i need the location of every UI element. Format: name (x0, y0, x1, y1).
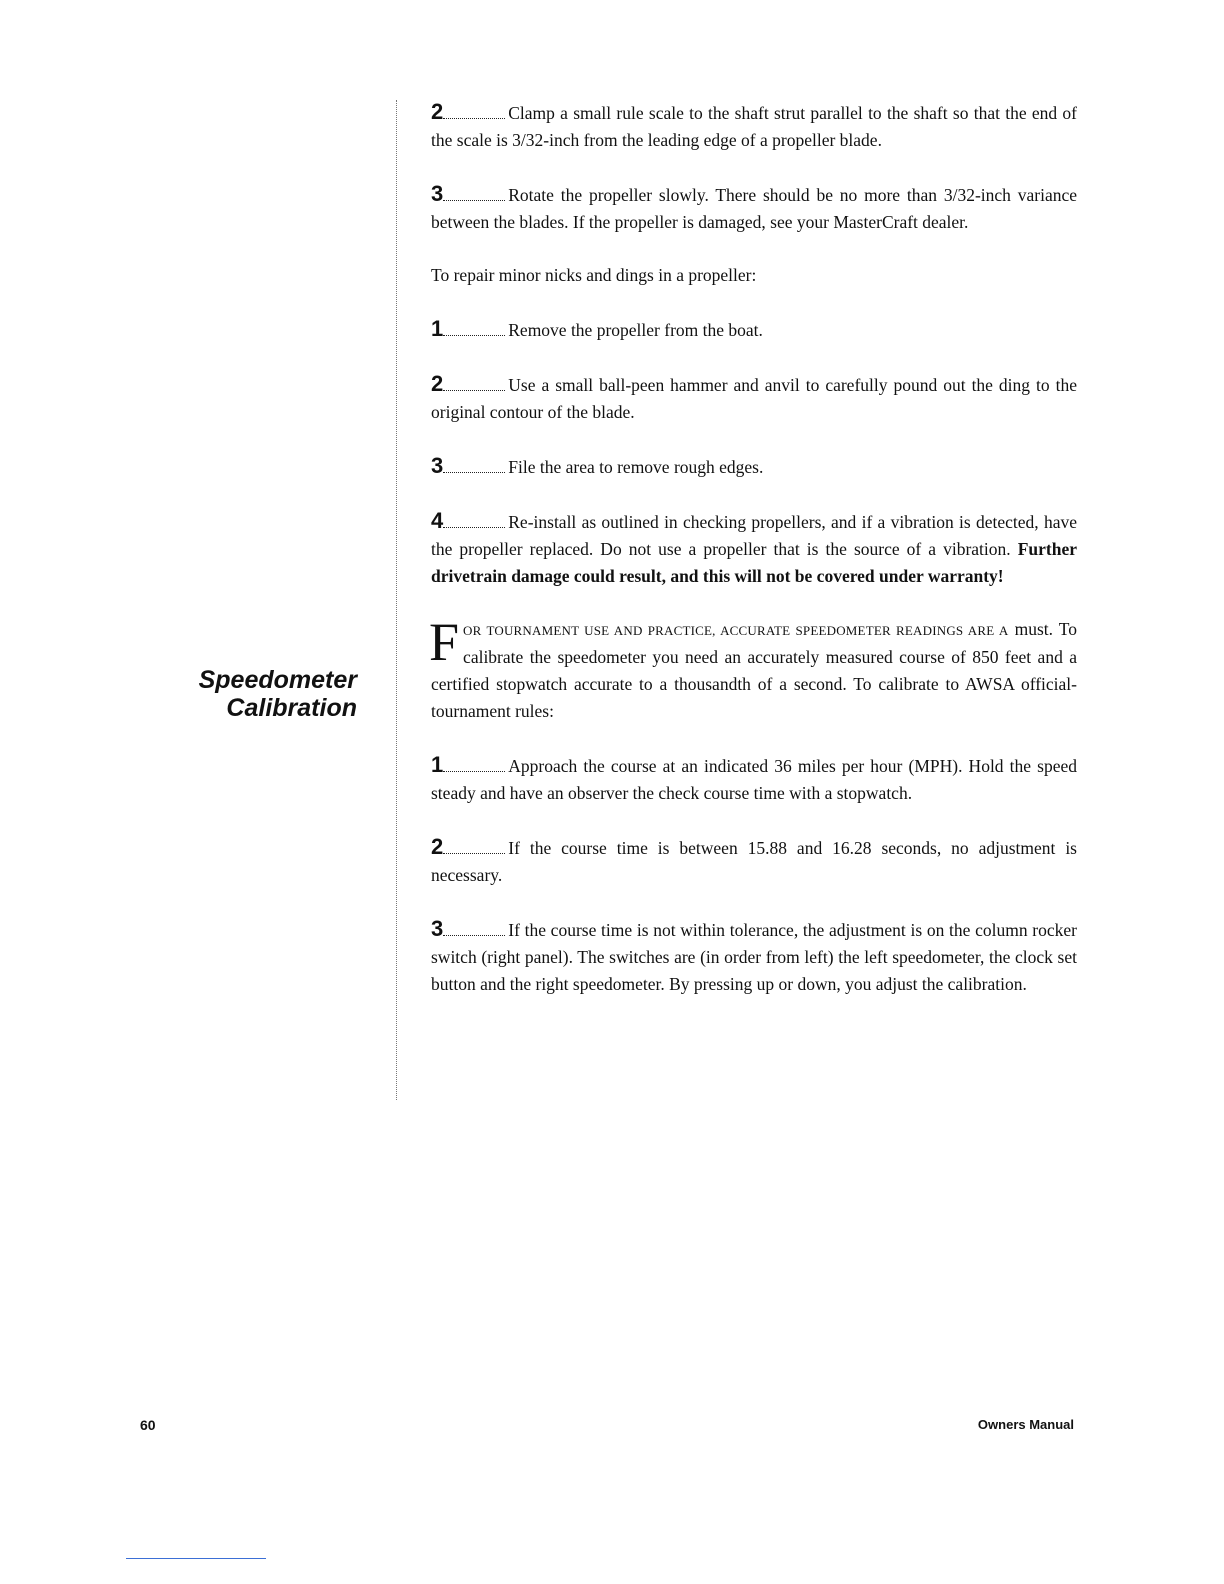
step-number: 4 (431, 508, 444, 533)
section-heading (199, 666, 357, 722)
leader-dots (443, 527, 505, 528)
leader-dots (443, 200, 505, 201)
step-item (431, 370, 1077, 426)
step-text: Use a small ball-peen hammer and anvil to carefully pound out the ding to the original contour of the blade. (431, 375, 1077, 422)
step-item (431, 915, 1077, 998)
step-text: File the area to remove rough edges. (508, 457, 764, 477)
step-text: Remove the propeller from the boat. (508, 320, 763, 340)
repair-intro: To repair minor nicks and dings in a propeller: (431, 265, 757, 285)
leader-dots (443, 390, 505, 391)
warranty-warning: Further drivetrain damage could result, and this will not be covered under warranty! (431, 539, 1077, 586)
step-item (431, 98, 1077, 154)
leader-dots (443, 335, 505, 336)
step-number: 3 (431, 181, 444, 206)
step-text: Clamp a small rule scale to the shaft strut parallel to the shaft so that the end of the scale is 3/32-inch from the leading edge of a propeller blade. (431, 103, 1077, 150)
step-text: Rotate the propeller slowly. There should be no more than 3/32-inch variance between the blades. If the propeller is damaged, see your MasterCraft dealer. (431, 185, 1077, 232)
step-number: 1 (431, 752, 444, 777)
leader-dots (443, 472, 505, 473)
leader-dots (443, 771, 505, 772)
step-number: 2 (431, 371, 444, 396)
step-text: Re-install as outlined in checking propellers, and if a vibration is detected, have the propeller replaced. Do not use a propeller that is the source of a vibration. (431, 512, 1077, 559)
leader-dots (443, 853, 505, 854)
manual-title: Owners Manual (977, 1417, 1074, 1432)
drop-cap: F (429, 612, 460, 672)
step-number: 2 (431, 99, 444, 124)
calibration-intro (429, 612, 1077, 725)
step-text: If the course time is not within tolerance, the adjustment is on the column rocker switch (right panel). The switches are (in order from left) the left speedometer, the clock set button and the right speedometer. By pressing up or down, you adjust the calibration. (431, 920, 1077, 994)
leader-dots (443, 118, 505, 119)
step-text: If the course time is between 15.88 and 16.28 seconds, no adjustment is necessary. (431, 838, 1077, 885)
section-heading-line-1: Speedometer (198, 666, 357, 694)
calibration-intro-text: must. To calibrate the speedometer you need an accurately measured course of 850 feet and a certified stopwatch accurate to a thousandth of a second. To calibrate to AWSA official-tournament rules: (431, 619, 1077, 721)
small-caps-lead: OR TOURNAMENT USE AND PRACTICE, ACCURATE SPEEDOMETER READINGS ARE A (463, 623, 1009, 638)
step-item (431, 452, 1077, 481)
step-item (431, 180, 1077, 236)
section-heading-line-2: Calibration (226, 694, 357, 722)
step-number: 1 (431, 316, 444, 341)
column-divider (396, 100, 397, 1100)
main-column (431, 98, 1077, 1024)
step-text: Approach the course at an indicated 36 miles per hour (MPH). Hold the speed steady and have an observer the check course time with a stopwatch. (431, 756, 1077, 803)
step-number: 2 (431, 834, 444, 859)
leader-dots (443, 935, 505, 936)
step-item (431, 315, 1077, 344)
page-number: 60 (140, 1417, 156, 1433)
step-number: 3 (431, 916, 444, 941)
step-item (431, 833, 1077, 889)
step-number: 3 (431, 453, 444, 478)
step-item (431, 507, 1077, 590)
step-item (431, 751, 1077, 807)
link-underline (126, 1558, 266, 1559)
